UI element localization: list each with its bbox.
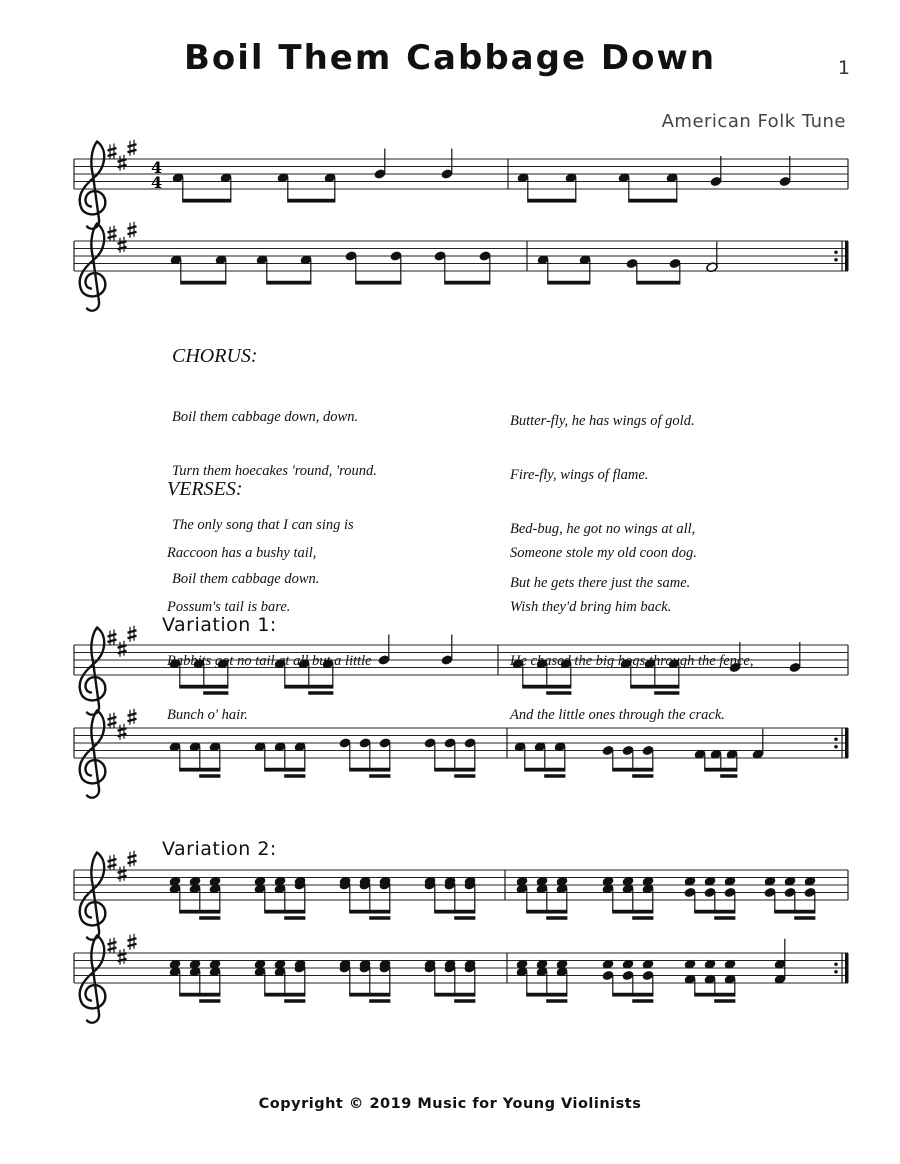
beam: [199, 916, 220, 920]
lyric-line: Bunch o' hair.: [167, 707, 248, 723]
note-group: [710, 156, 722, 187]
repeat-dot: [834, 745, 838, 749]
lyric-line: Fire-fly, wings of flame.: [510, 467, 649, 483]
lyric-line: Raccoon has a bushy tail,: [167, 545, 317, 561]
beam: [287, 199, 335, 203]
lyric-line: Possum's tail is bare.: [167, 599, 291, 615]
repeat-dot: [834, 962, 838, 966]
beam: [349, 910, 390, 914]
treble-clef-icon: [80, 628, 106, 715]
sharp-icon: [108, 226, 117, 242]
staff-system: [74, 222, 849, 311]
staff-system: [74, 140, 848, 229]
beam: [264, 768, 305, 772]
note-group: [789, 642, 801, 673]
sharp-icon: [108, 144, 117, 160]
lyric-line: Bed-bug, he got no wings at all,: [510, 521, 696, 537]
repeat-dot: [834, 737, 838, 741]
final-barline: [845, 953, 849, 983]
beam: [284, 999, 305, 1003]
beam: [369, 999, 390, 1003]
note-group: [774, 939, 786, 985]
note-group: [764, 876, 816, 920]
note-group: [752, 729, 764, 760]
sharp-icon: [108, 630, 117, 646]
lyric-line: Turn them hoecakes 'round, 'round.: [172, 463, 377, 479]
lyric-line: But he gets there just the same.: [510, 575, 691, 591]
note-group: [516, 959, 568, 1003]
page-title: Boil Them Cabbage Down: [183, 38, 717, 78]
note-group: [169, 741, 221, 777]
beam: [636, 281, 680, 285]
beam: [774, 910, 815, 914]
note-group: [514, 741, 566, 777]
note-group: [537, 254, 591, 284]
treble-clef-icon: [80, 711, 106, 798]
beam: [369, 916, 390, 920]
sharp-icon: [128, 140, 137, 156]
beam: [714, 999, 735, 1003]
repeat-dot: [834, 250, 838, 254]
note-group: [254, 741, 306, 777]
time-signature-bottom: 4: [151, 173, 163, 192]
lyric-line: Boil them cabbage down, down.: [172, 409, 359, 425]
note-group: [254, 959, 306, 1003]
note-group: [277, 172, 336, 202]
treble-clef-icon: [80, 936, 106, 1023]
sharp-icon: [108, 713, 117, 729]
beam: [349, 993, 390, 997]
beam: [524, 768, 565, 772]
beam: [612, 768, 653, 772]
note-group: [684, 959, 736, 1003]
beam: [714, 916, 735, 920]
beam: [180, 281, 226, 285]
sharp-icon: [118, 724, 127, 740]
beam: [434, 910, 475, 914]
variation-1-heading: Variation 1:: [162, 614, 277, 636]
sharp-icon: [118, 237, 127, 253]
chorus-heading: CHORUS:: [172, 345, 258, 367]
beam: [612, 910, 653, 914]
beam: [694, 993, 735, 997]
sharp-icon: [118, 641, 127, 657]
note-group: [374, 149, 386, 180]
beam: [632, 774, 653, 778]
beam: [369, 774, 390, 778]
verses-right-text: [510, 508, 754, 742]
beam: [199, 999, 220, 1003]
note-group: [424, 876, 476, 920]
repeat-dot: [834, 258, 838, 262]
lyric-line: Boil them cabbage down.: [172, 571, 320, 587]
copyright-notice: Copyright © 2019 Music for Young Violinists: [258, 1096, 642, 1112]
beam: [527, 199, 576, 203]
beam: [526, 910, 567, 914]
note-group: [684, 876, 736, 920]
time-signature-top: 4: [151, 158, 163, 177]
treble-clef-icon: [80, 853, 106, 940]
beam: [284, 916, 305, 920]
sharp-icon: [128, 626, 137, 642]
beam: [720, 774, 737, 778]
note-group: [441, 149, 453, 180]
note-group: [256, 254, 312, 284]
lyric-line: And the little ones through the crack.: [510, 707, 725, 723]
final-barline: [845, 241, 849, 271]
verses-heading: VERSES:: [167, 478, 243, 500]
beam: [704, 768, 737, 772]
note-group: [378, 635, 390, 666]
beam: [544, 774, 565, 778]
note-group: [170, 254, 227, 284]
beam: [264, 910, 305, 914]
beam: [264, 993, 305, 997]
lyric-line: Someone stole my old coon dog.: [510, 545, 697, 561]
beam: [355, 281, 401, 285]
lyric-line: Wish they'd bring him back.: [510, 599, 672, 615]
lyric-line: He chased the big hogs through the fence,: [510, 653, 754, 669]
sharp-icon: [108, 855, 117, 871]
variation-2-heading: Variation 2:: [162, 838, 277, 860]
repeat-dot: [834, 970, 838, 974]
beam: [454, 999, 475, 1003]
beam: [444, 281, 490, 285]
beam: [546, 999, 567, 1003]
composer-credit: American Folk Tune: [661, 111, 846, 132]
beam: [266, 281, 311, 285]
sharp-icon: [128, 851, 137, 867]
note-group: [618, 172, 678, 202]
sharp-icon: [118, 866, 127, 882]
note-group: [254, 876, 306, 920]
note-group: [339, 876, 391, 920]
beam: [526, 993, 567, 997]
note-group: [172, 172, 232, 202]
page-number: 1: [837, 57, 850, 79]
beam: [632, 999, 653, 1003]
treble-clef-icon: [80, 142, 106, 229]
beam: [612, 993, 653, 997]
beam: [794, 916, 815, 920]
beam: [179, 910, 220, 914]
sharp-icon: [118, 949, 127, 965]
note-group: [694, 749, 738, 778]
note-group: [339, 959, 391, 1003]
beam: [182, 199, 231, 203]
sharp-icon: [108, 938, 117, 954]
note-group: [517, 172, 577, 202]
beam: [454, 774, 475, 778]
sharp-icon: [128, 934, 137, 950]
beam: [547, 281, 590, 285]
note-group: [441, 635, 453, 666]
note-group: [706, 242, 718, 273]
beam: [434, 993, 475, 997]
sharp-icon: [118, 155, 127, 171]
lyric-line: Rabbits got no tail at all but a little: [167, 653, 372, 669]
beam: [179, 768, 220, 772]
beam: [546, 916, 567, 920]
beam: [199, 774, 220, 778]
note-group: [779, 156, 791, 187]
sharp-icon: [128, 709, 137, 725]
sharp-icon: [128, 222, 137, 238]
beam: [694, 910, 735, 914]
note-group: [602, 745, 654, 778]
beam: [349, 768, 390, 772]
beam: [454, 916, 475, 920]
note-group: [516, 876, 568, 920]
beam: [284, 774, 305, 778]
lyric-line: Butter-fly, he has wings of gold.: [510, 413, 695, 429]
note-group: [169, 959, 221, 1003]
note-group: [169, 876, 221, 920]
lyric-line: The only song that I can sing is: [172, 517, 354, 533]
note-group: [602, 876, 654, 920]
final-barline: [845, 728, 849, 758]
note-group: [602, 959, 654, 1003]
beam: [434, 768, 475, 772]
beam: [632, 916, 653, 920]
beam: [628, 199, 677, 203]
beam: [179, 993, 220, 997]
note-group: [424, 959, 476, 1003]
treble-clef-icon: [80, 224, 106, 311]
